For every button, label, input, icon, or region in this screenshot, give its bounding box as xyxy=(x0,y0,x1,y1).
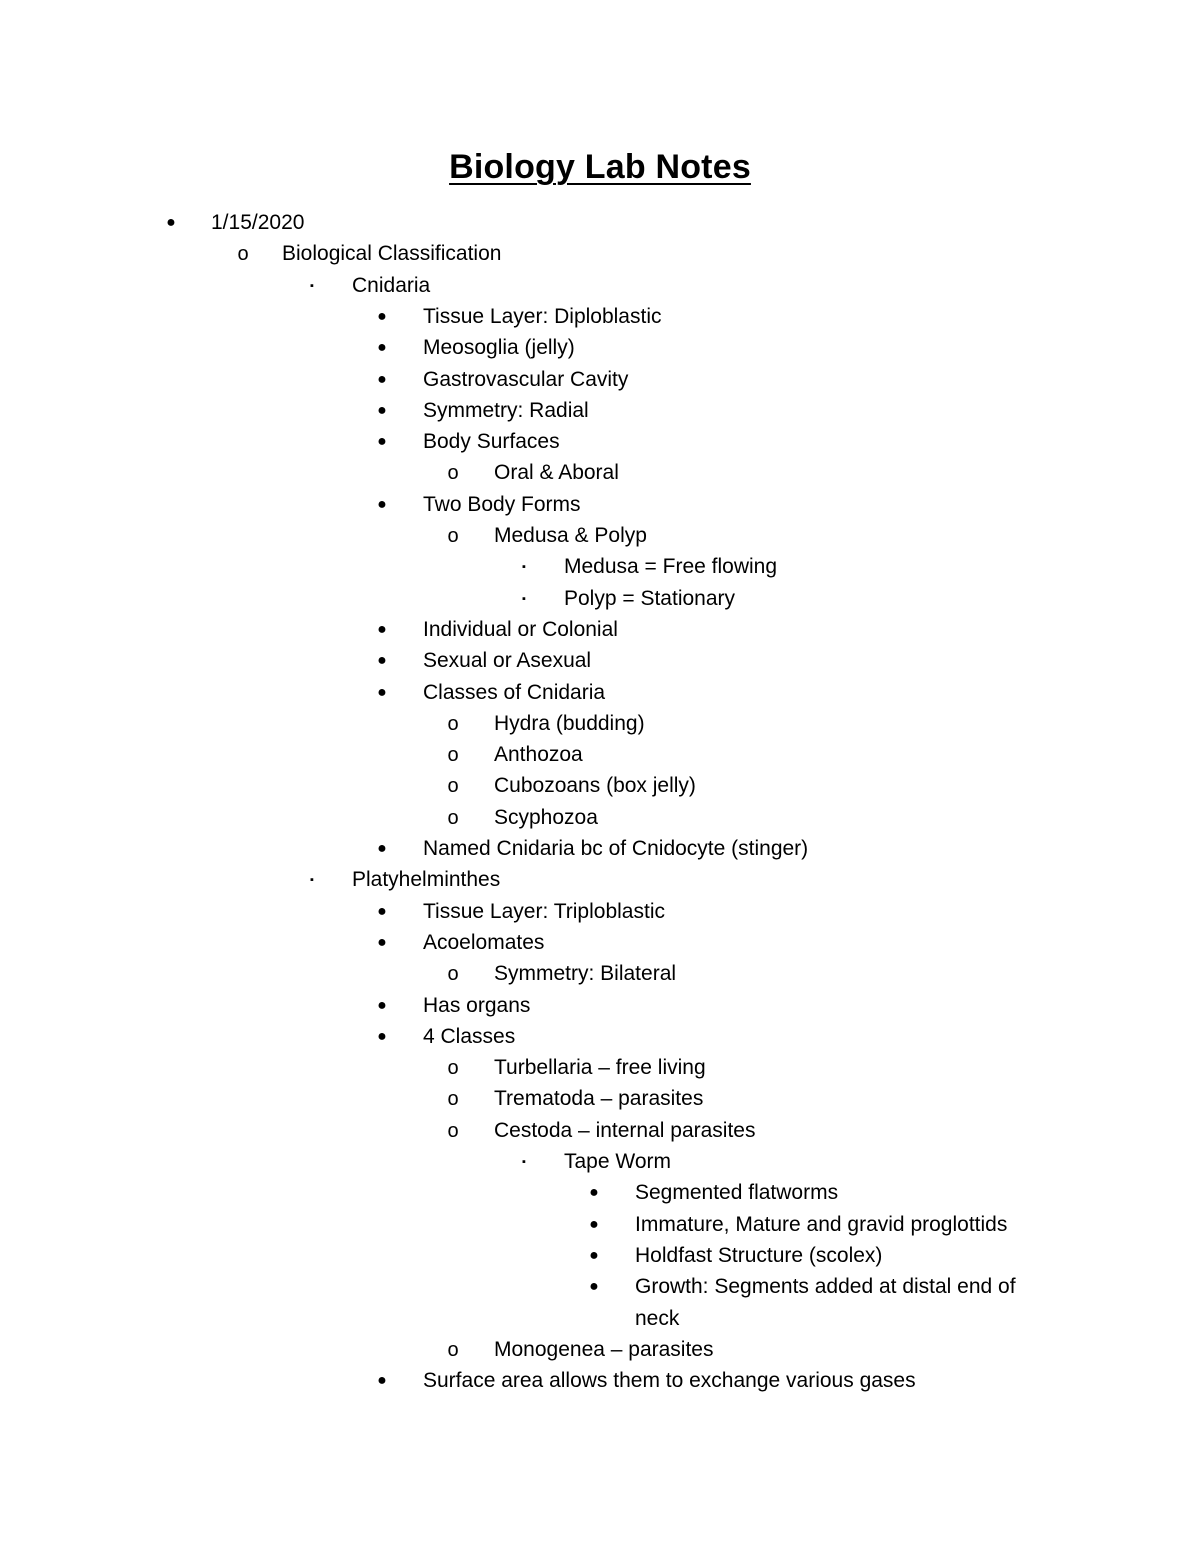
list-item-text: Tape Worm xyxy=(564,1150,671,1173)
disc-bullet-icon: ● xyxy=(377,339,387,357)
disc-bullet-icon: ● xyxy=(377,933,387,951)
list-item-text: Immature, Mature and gravid proglottids xyxy=(635,1212,1008,1236)
circle-bullet-icon: o xyxy=(447,1119,459,1142)
square-bullet-icon: ▪ xyxy=(522,592,526,605)
list-item-text: Named Cnidaria bc of Cnidocyte (stinger) xyxy=(423,837,809,860)
list-item-text: Medusa = Free flowing xyxy=(564,555,778,579)
list-item-text: Meosoglia (jelly) xyxy=(423,336,575,360)
circle-bullet-icon: o xyxy=(447,775,459,798)
square-bullet-icon: ▪ xyxy=(522,1156,526,1168)
list-item xyxy=(0,397,1200,425)
list-item xyxy=(0,585,1200,613)
list-item xyxy=(0,1211,1200,1239)
disc-bullet-icon: ● xyxy=(377,1372,387,1390)
list-item xyxy=(0,1085,1200,1113)
disc-bullet-icon: ● xyxy=(377,495,387,513)
list-item xyxy=(0,1242,1200,1270)
disc-bullet-icon: ● xyxy=(589,1215,599,1233)
list-item xyxy=(0,866,1200,894)
disc-bullet-icon: ● xyxy=(377,902,387,920)
circle-bullet-icon: o xyxy=(447,525,459,547)
list-item-text: Platyhelminthes xyxy=(352,868,501,892)
list-item xyxy=(0,679,1200,707)
list-item xyxy=(0,1336,1200,1364)
list-item-text: Oral & Aboral xyxy=(494,461,619,485)
list-item-text: Tissue Layer: Triploblastic xyxy=(423,899,665,923)
list-item-text: Surface area allows them to exchange various gases xyxy=(423,1369,916,1393)
list-item-text: Symmetry: Bilateral xyxy=(494,962,677,986)
circle-bullet-icon: o xyxy=(447,1338,459,1361)
disc-bullet-icon: ● xyxy=(377,996,387,1014)
list-item xyxy=(0,1305,1200,1333)
list-item-text: Trematoda – parasites xyxy=(494,1087,704,1111)
list-item xyxy=(0,710,1200,738)
list-item-text: Monogenea – parasites xyxy=(494,1337,714,1361)
page-title: Biology Lab Notes xyxy=(449,148,751,186)
list-item-text: Anthozoa xyxy=(494,743,583,767)
list-item-text: Acoelomates xyxy=(423,930,545,954)
list-item-text: Segmented flatworms xyxy=(635,1181,839,1205)
list-item xyxy=(0,240,1200,268)
list-item xyxy=(0,1179,1200,1207)
list-item xyxy=(0,1117,1200,1145)
circle-bullet-icon: o xyxy=(447,1057,459,1080)
square-bullet-icon: ▪ xyxy=(310,874,314,887)
list-item xyxy=(0,804,1200,832)
list-item-text: Two Body Forms xyxy=(423,492,581,516)
list-item xyxy=(0,1054,1200,1082)
list-item xyxy=(0,491,1200,519)
list-item-text: Cnidaria xyxy=(352,273,431,297)
list-item xyxy=(0,272,1200,300)
circle-bullet-icon: o xyxy=(447,1088,459,1111)
list-item-text: Tissue Layer: Diploblastic xyxy=(423,304,662,328)
disc-bullet-icon: ● xyxy=(377,620,387,638)
list-item-text: Medusa & Polyp xyxy=(494,524,647,547)
list-item-text: 4 Classes xyxy=(423,1024,516,1048)
circle-bullet-icon: o xyxy=(447,806,459,829)
disc-bullet-icon: ● xyxy=(377,433,387,451)
list-item-text: Growth: Segments added at distal end of xyxy=(635,1275,1016,1299)
disc-bullet-icon: ● xyxy=(589,1278,599,1296)
list-item xyxy=(0,522,1200,550)
disc-bullet-icon: ● xyxy=(377,401,387,419)
list-item xyxy=(0,992,1200,1020)
list-item xyxy=(0,772,1200,800)
list-item-text: neck xyxy=(635,1306,680,1330)
list-item-text: Sexual or Asexual xyxy=(423,649,592,673)
list-item xyxy=(0,1148,1200,1176)
disc-bullet-icon: ● xyxy=(589,1184,599,1202)
list-item-text: Cestoda – internal parasites xyxy=(494,1118,756,1142)
list-item-text: Individual or Colonial xyxy=(423,617,618,641)
list-item xyxy=(0,898,1200,926)
circle-bullet-icon: o xyxy=(447,462,459,485)
circle-bullet-icon: o xyxy=(447,712,459,735)
list-item-text: Gastrovascular Cavity xyxy=(423,367,629,391)
list-item-text: Cubozoans (box jelly) xyxy=(494,774,696,798)
list-item-text: Classes of Cnidaria xyxy=(423,680,606,704)
square-bullet-icon: ▪ xyxy=(522,561,526,574)
list-item xyxy=(0,960,1200,988)
list-item-text: Symmetry: Radial xyxy=(423,398,589,422)
list-item xyxy=(0,1367,1200,1395)
square-bullet-icon: ▪ xyxy=(310,279,314,292)
list-item xyxy=(0,835,1200,863)
list-item xyxy=(0,929,1200,957)
list-item-text: Turbellaria – free living xyxy=(494,1056,706,1080)
list-item xyxy=(0,209,1200,237)
list-item-text: Holdfast Structure (scolex) xyxy=(635,1243,883,1267)
list-item xyxy=(0,366,1200,394)
disc-bullet-icon: ● xyxy=(166,214,176,231)
list-item-text: Body Surfaces xyxy=(423,430,560,454)
list-item xyxy=(0,428,1200,456)
list-item-text: Hydra (budding) xyxy=(494,711,645,735)
list-item-text: Polyp = Stationary xyxy=(564,586,736,610)
disc-bullet-icon: ● xyxy=(377,370,387,388)
disc-bullet-icon: ● xyxy=(377,1027,387,1045)
list-item xyxy=(0,1023,1200,1051)
list-item xyxy=(0,616,1200,644)
circle-bullet-icon: o xyxy=(447,963,459,986)
disc-bullet-icon: ● xyxy=(377,840,387,857)
list-item xyxy=(0,741,1200,769)
disc-bullet-icon: ● xyxy=(377,683,387,701)
disc-bullet-icon: ● xyxy=(589,1246,599,1264)
list-item xyxy=(0,459,1200,487)
list-item xyxy=(0,1273,1200,1301)
list-item-text: Biological Classification xyxy=(282,242,502,266)
list-item xyxy=(0,334,1200,362)
list-item xyxy=(0,303,1200,331)
disc-bullet-icon: ● xyxy=(377,652,387,670)
circle-bullet-icon: o xyxy=(237,243,249,266)
disc-bullet-icon: ● xyxy=(377,307,387,325)
list-item-text: Has organs xyxy=(423,993,531,1017)
list-item xyxy=(0,647,1200,675)
list-item-text: Scyphozoa xyxy=(494,805,598,829)
list-item-text: 1/15/2020 xyxy=(211,211,305,234)
list-item xyxy=(0,553,1200,581)
circle-bullet-icon: o xyxy=(447,744,459,767)
